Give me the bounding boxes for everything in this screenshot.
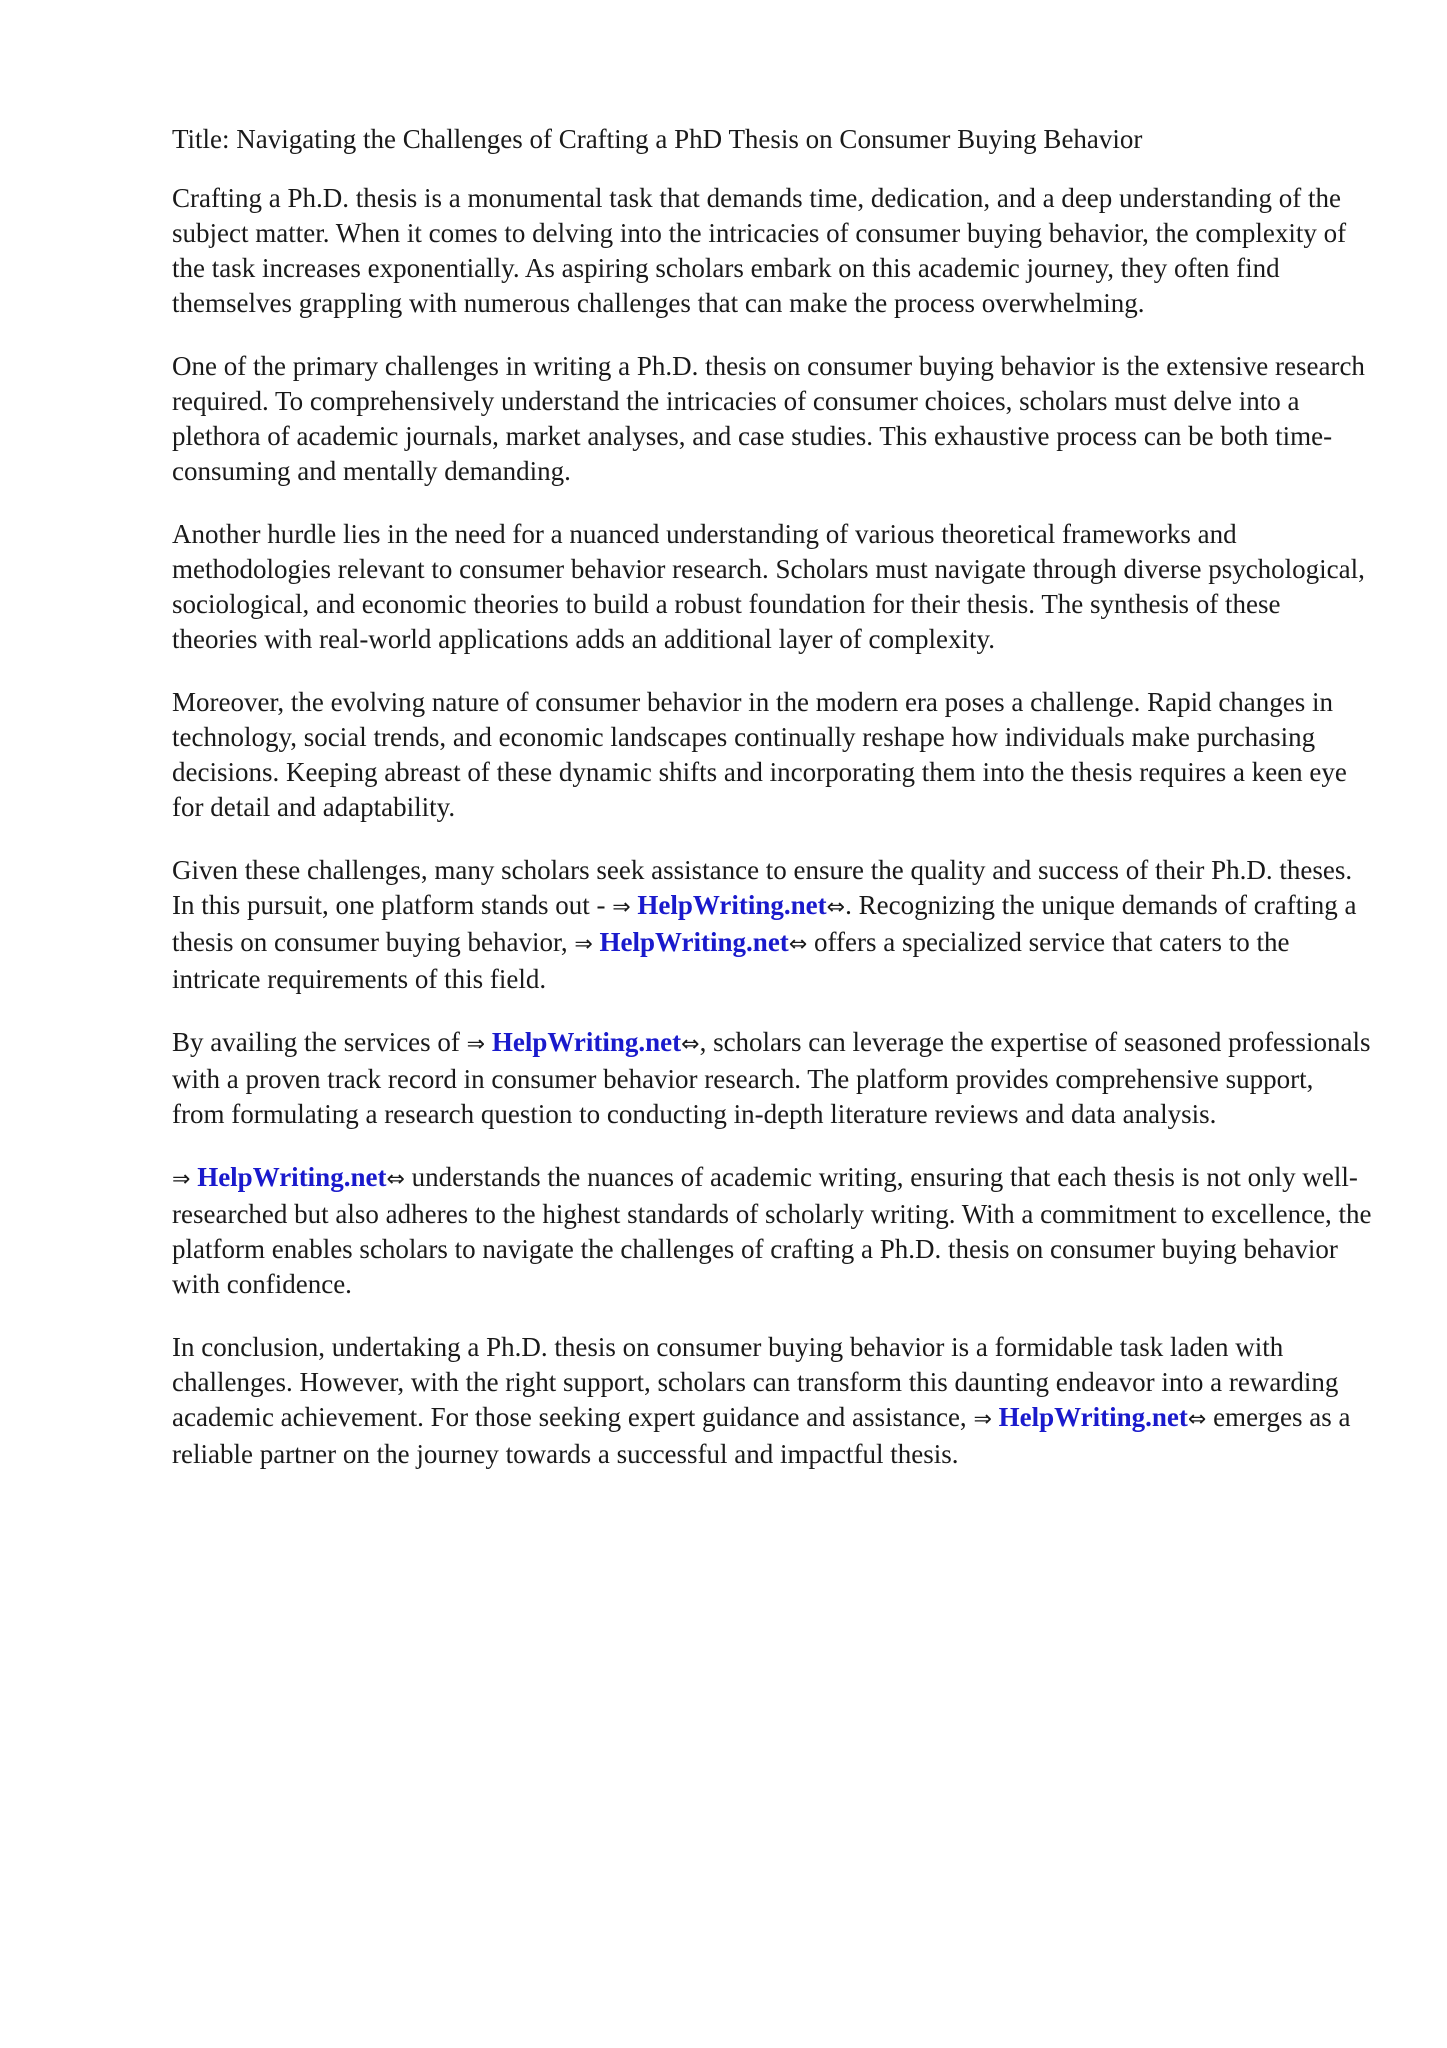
paragraph-intro: Crafting a Ph.D. thesis is a monumental task that demands time, dedication, and a deep understanding of the subject matter. When it comes to delving into the intricacies of consumer buying behavior, the complexity of the task increases exponentially. As aspiring scholars embark on this academic journey, they often find themselves grappling with numerous challenges that can make the process overwhelming.: [172, 183, 1347, 318]
text-segment: offers a specialized service that caters to the intricate requirements of this field.: [172, 927, 1290, 994]
helpwriting-link[interactable]: HelpWriting.net: [491, 1027, 682, 1057]
arrow-right-icon: ⇒: [574, 932, 593, 957]
text-segment: understands the nuances of academic writing, ensuring that each thesis is not only well-researched but also adheres to the highest standards of scholarly writing. With a commitment to excellence, the platform enables scholars to navigate the challenges of crafting a Ph.D. thesis on consumer buying behavior with confidence.: [172, 1162, 1372, 1299]
helpwriting-link[interactable]: HelpWriting.net: [197, 1162, 387, 1192]
paragraph-research: One of the primary challenges in writing a Ph.D. thesis on consumer buying behavior is the extensive research required. To comprehensively understand the intricacies of consumer choices, scholars must delve into a plethora of academic journals, market analyses, and case studies. This exhaustive process can be both time-consuming and mentally demanding.: [172, 351, 1365, 486]
paragraph-frameworks: Another hurdle lies in the need for a nuanced understanding of various theoretical frameworks and methodologies relevant to consumer behavior research. Scholars must navigate through diverse psychological, sociological, and economic theories to build a robust foundation for their thesis. The synthesis of these theories with real-world applications adds an additional layer of complexity.: [172, 519, 1365, 654]
double-arrow-icon: ⇔: [386, 1167, 405, 1192]
text-segment: emerges as a reliable partner on the journey towards a successful and impactful thesis.: [172, 1402, 1351, 1469]
text-segment: In conclusion, undertaking a Ph.D. thesis on consumer buying behavior is a formidable task laden with challenges. However, with the right support, scholars can transform this daunting endeavor into a rewarding academic achievement. For those seeking expert guidance and assistance,: [172, 1332, 1339, 1432]
arrow-right-icon: ⇒: [973, 1407, 992, 1432]
arrow-right-icon: ⇒: [612, 895, 631, 920]
text-segment: Given these challenges, many scholars seek assistance to ensure the quality and success of their Ph.D. theses. In this pursuit, one platform stands out -: [172, 855, 1353, 920]
double-arrow-icon: ⇔: [788, 932, 808, 957]
text-segment: , scholars can leverage the expertise of seasoned professionals with a proven track record in consumer behavior research. The platform provides comprehensive support, from formulating a research question to conducting in-depth literature reviews and data analysis.: [172, 1027, 1371, 1129]
paragraph-services: [172, 1025, 1372, 1132]
paragraph-nuances: [172, 1160, 1372, 1302]
document-page: [172, 122, 1372, 1500]
paragraph-conclusion: [172, 1330, 1372, 1472]
paragraph-evolving: Moreover, the evolving nature of consumer behavior in the modern era poses a challenge. Rapid changes in technology, social trends, and economic landscapes continually reshape how individuals make purchasing decisions. Keeping abreast of these dynamic shifts and incorporating them into the thesis requires a keen eye for detail and adaptability.: [172, 687, 1347, 822]
arrow-right-icon: ⇒: [172, 1167, 191, 1192]
document-title: Title: Navigating the Challenges of Crafting a PhD Thesis on Consumer Buying Behavior: [172, 124, 1143, 154]
double-arrow-icon: ⇔: [1187, 1407, 1207, 1432]
double-arrow-icon: ⇔: [826, 895, 846, 920]
helpwriting-link[interactable]: HelpWriting.net: [998, 1402, 1188, 1432]
paragraph-assistance: [172, 853, 1372, 997]
double-arrow-icon: ⇔: [681, 1032, 700, 1057]
text-segment: . Recognizing the unique demands of crafting a thesis on consumer buying behavior,: [172, 890, 1357, 957]
text-segment: By availing the services of: [172, 1027, 467, 1057]
helpwriting-link[interactable]: HelpWriting.net: [599, 927, 789, 957]
arrow-right-icon: ⇒: [466, 1032, 486, 1057]
helpwriting-link[interactable]: HelpWriting.net: [637, 890, 827, 920]
